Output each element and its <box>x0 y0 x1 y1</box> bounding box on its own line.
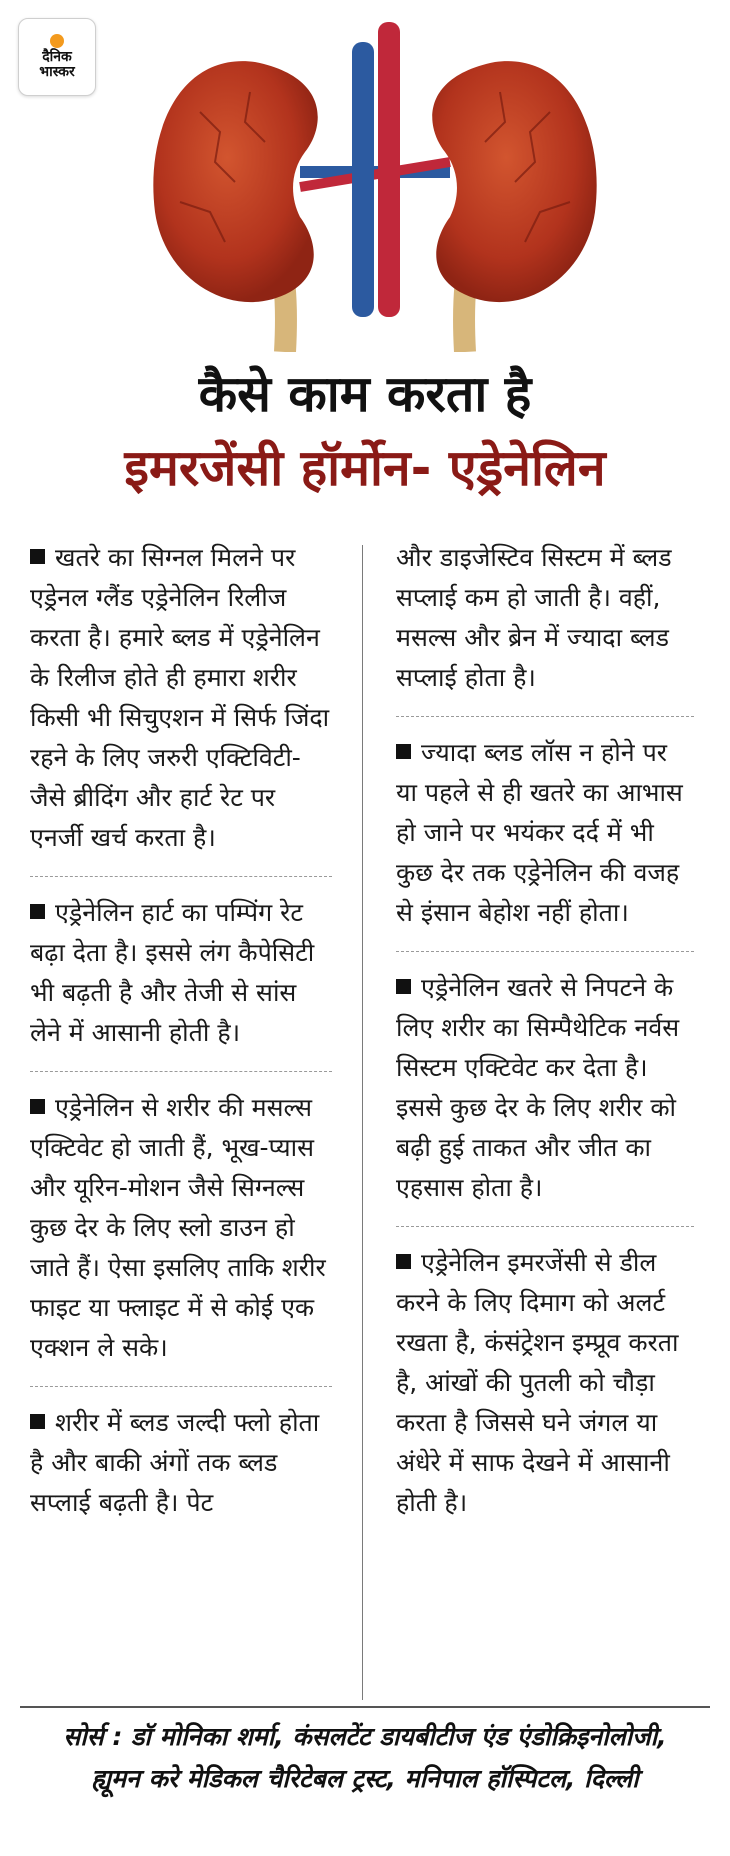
list-item <box>396 1243 694 1523</box>
list-item <box>396 968 694 1208</box>
list-item <box>396 538 694 698</box>
dashed-separator <box>30 1386 332 1387</box>
item-text: एड्रेनेलिन इमरजेंसी से डील करने के लिए दिमाग को अलर्ट रखता है, कंसंट्रेशन इम्प्रूव करता है, आंखों की पुतली को चौड़ा करता है जिससे घने जंगल या अंधेरे में साफ देखने में आसानी होती है। <box>396 1248 679 1517</box>
item-text: ज्यादा ब्लड लॉस न होने पर या पहले से ही खतरे का आभास हो जाने पर भयंकर दर्द में भी कुछ देर तक एड्रेनेलिन की वजह से इंसान बेहोश नहीं होता। <box>396 738 683 927</box>
square-bullet-icon <box>396 979 411 994</box>
square-bullet-icon <box>396 744 411 759</box>
title-line-1: कैसे काम करता है <box>198 365 532 423</box>
dashed-separator <box>396 1226 694 1227</box>
dashed-separator <box>396 716 694 717</box>
left-kidney <box>153 61 317 302</box>
left-column <box>30 538 332 1523</box>
item-text: एड्रेनेलिन खतरे से निपटने के लिए शरीर का सिम्पैथेटिक नर्वस सिस्टम एक्टिवेट कर देता है। इससे कुछ देर के लिए शरीर को बढ़ी हुई ताकत और जीत का एहसास होता है। <box>396 973 680 1202</box>
title-line-2: इमरजेंसी हॉर्मोन- एड्रेनेलिन <box>124 439 606 497</box>
item-text: और डाइजेस्टिव सिस्टम में ब्लड सप्लाई कम हो जाती है। वहीं, मसल्स और ब्रेन में ज्यादा ब्लड सप्लाई होता है। <box>396 543 672 692</box>
column-divider <box>362 545 363 1700</box>
list-item <box>30 893 332 1053</box>
item-text: एड्रेनेलिन हार्ट का पम्पिंग रेट बढ़ा देता है। इससे लंग कैपेसिटी भी बढ़ती है और तेजी से सांस लेने में आसानी होती है। <box>30 898 315 1047</box>
sun-logo-icon <box>50 34 64 48</box>
list-item <box>30 538 332 858</box>
square-bullet-icon <box>30 1099 45 1114</box>
source-credit: सोर्स : डॉ मोनिका शर्मा, कंसलटेंट डायबीटीज एंड एंडोक्रिइनोलोजी, ह्यूमन करे मेडिकल चैरिटेबल ट्रस्ट, मनिपाल हॉस्पिटल, दिल्ली <box>63 1722 667 1793</box>
footer-rule <box>20 1706 710 1708</box>
dashed-separator <box>30 1071 332 1072</box>
right-kidney <box>432 61 596 302</box>
list-item <box>396 733 694 933</box>
square-bullet-icon <box>396 1254 411 1269</box>
logo-line-2: भास्कर <box>39 64 75 80</box>
square-bullet-icon <box>30 1414 45 1429</box>
right-column <box>396 538 694 1523</box>
dashed-separator <box>30 876 332 877</box>
square-bullet-icon <box>30 904 45 919</box>
item-text: खतरे का सिग्नल मिलने पर एड्रेनल ग्लैंड एड्रेनेलिन रिलीज करता है। हमारे ब्लड में एड्रेनेलिन के रिलीज होते ही हमारा शरीर किसी भी सिचुएशन में सिर्फ जिंदा रहने के लिए जरुरी एक्टिविटी- जैसे ब्रीदिंग और हार्ट रेट पर एनर्जी खर्च करता है। <box>30 543 330 852</box>
list-item <box>30 1403 332 1523</box>
logo-line-1: दैनिक <box>42 49 72 65</box>
dainik-bhaskar-logo <box>18 18 96 96</box>
square-bullet-icon <box>30 549 45 564</box>
list-item <box>30 1088 332 1368</box>
item-text: शरीर में ब्लड जल्दी फ्लो होता है और बाकी अंगों तक ब्लड सप्लाई बढ़ती है। पेट <box>30 1408 320 1517</box>
dashed-separator <box>396 951 694 952</box>
kidney-illustration <box>140 22 610 352</box>
item-text: एड्रेनेलिन से शरीर की मसल्स एक्टिवेट हो जाती हैं, भूख-प्यास और यूरिन-मोशन जैसे सिग्नल्स कुछ देर के लिए स्लो डाउन हो जाते हैं। ऐसा इसलिए ताकि शरीर फाइट या फ्लाइट में से कोई एक एक्शन ले सके। <box>30 1093 326 1362</box>
